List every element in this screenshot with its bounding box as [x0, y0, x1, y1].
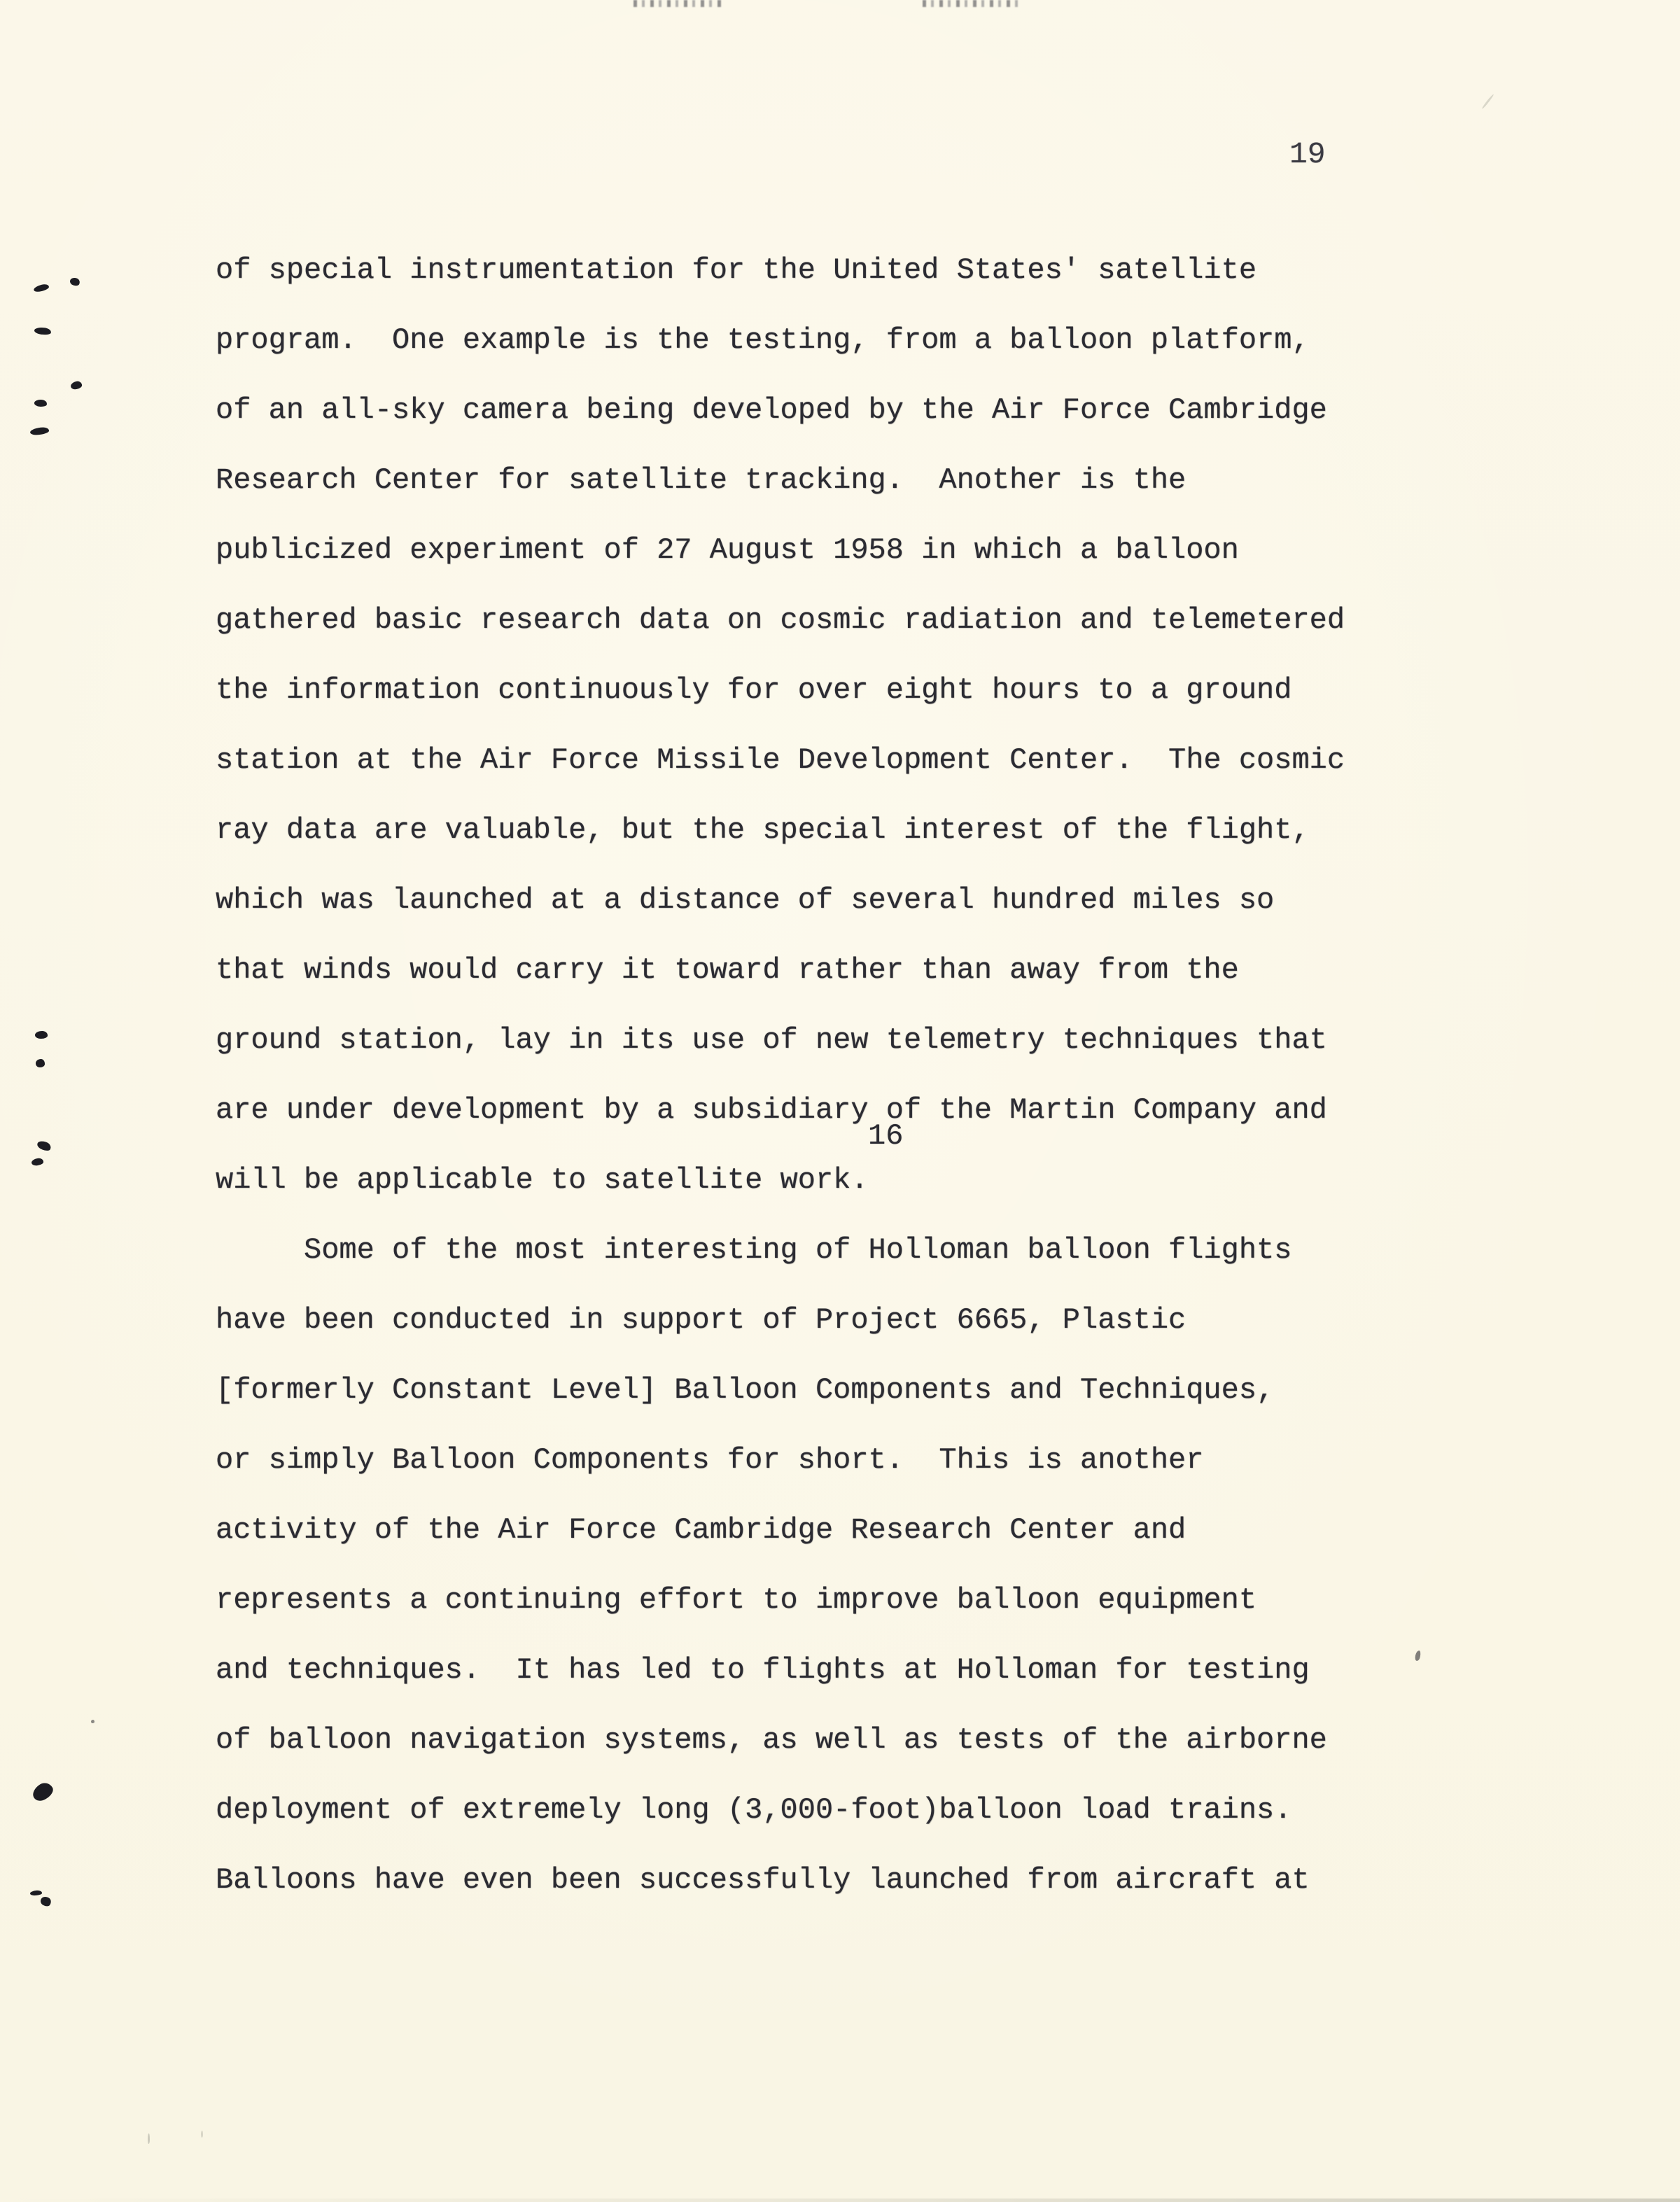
text-line: deployment of extremely long (3,000-foot)balloon load trains.: [216, 1793, 1292, 1827]
text-line: represents a continuing effort to improve balloon equipment: [216, 1583, 1257, 1617]
text-line: the information continuously for over eight hours to a ground: [216, 673, 1292, 707]
footnote-ref: 16: [868, 1119, 904, 1153]
text-line: Balloons have even been successfully launched from aircraft at: [216, 1863, 1310, 1897]
text-line: Some of the most interesting of Holloman balloon flights: [216, 1233, 1292, 1267]
text-line: ground station, lay in its use of new telemetry techniques that: [216, 1023, 1327, 1057]
text-line: and techniques. It has led to flights at Holloman for testing: [216, 1653, 1310, 1687]
ink-speck: [35, 1031, 48, 1039]
ink-speck: [36, 1139, 52, 1153]
ink-speck: [70, 380, 83, 390]
text-line: gathered basic research data on cosmic radiation and telemetered: [216, 603, 1345, 637]
page-text: [216, 235, 1345, 1915]
ink-speck: [34, 327, 52, 335]
ink-speck: [91, 1720, 94, 1723]
text-line: Research Center for satellite tracking. Another is the: [216, 463, 1186, 497]
ink-speck: [29, 1780, 55, 1804]
text-line: [formerly Constant Level] Balloon Components and Techniques,: [216, 1373, 1275, 1407]
ink-speck: [29, 426, 49, 435]
ink-speck: [39, 1895, 52, 1908]
text-line: ray data are valuable, but the special interest of the flight,: [216, 813, 1310, 847]
ink-speck: [1415, 1650, 1422, 1661]
text-line: of an all-sky camera being developed by the Air Force Cambridge: [216, 393, 1327, 427]
ink-speck: [148, 2133, 150, 2144]
text-line: program. One example is the testing, from a balloon platform,: [216, 323, 1310, 357]
page-number: 19: [1289, 137, 1326, 171]
text-line: publicized experiment of 27 August 1958 in which a balloon: [216, 533, 1239, 567]
text-line: that winds would carry it toward rather than away from the: [216, 953, 1239, 987]
text-line: station at the Air Force Missile Development Center. The cosmic: [216, 743, 1345, 777]
text-line: or simply Balloon Components for short. This is another: [216, 1443, 1204, 1477]
text-line: have been conducted in support of Project 6665, Plastic: [216, 1303, 1186, 1337]
text-line: are under development by a subsidiary of the Martin Company and: [216, 1093, 1327, 1127]
cut-off-print-fragment: [634, 0, 723, 7]
ink-speck: [33, 283, 50, 293]
text-line: of special instrumentation for the United States' satellite: [216, 253, 1257, 287]
ink-speck: [34, 399, 48, 407]
text-line: of balloon navigation systems, as well as tests of the airborne: [216, 1723, 1327, 1757]
ink-speck: [201, 2131, 203, 2138]
ink-speck: [1481, 94, 1494, 109]
text-line: will be applicable to satellite work.: [216, 1163, 869, 1197]
ink-speck: [31, 1158, 43, 1166]
ink-speck: [69, 276, 81, 287]
text-line: activity of the Air Force Cambridge Research Center and: [216, 1513, 1186, 1547]
ink-speck: [36, 1059, 45, 1067]
cut-off-print-fragment: [923, 0, 1022, 7]
text-line: which was launched at a distance of several hundred miles so: [216, 883, 1275, 917]
ink-speck: [30, 1890, 42, 1895]
